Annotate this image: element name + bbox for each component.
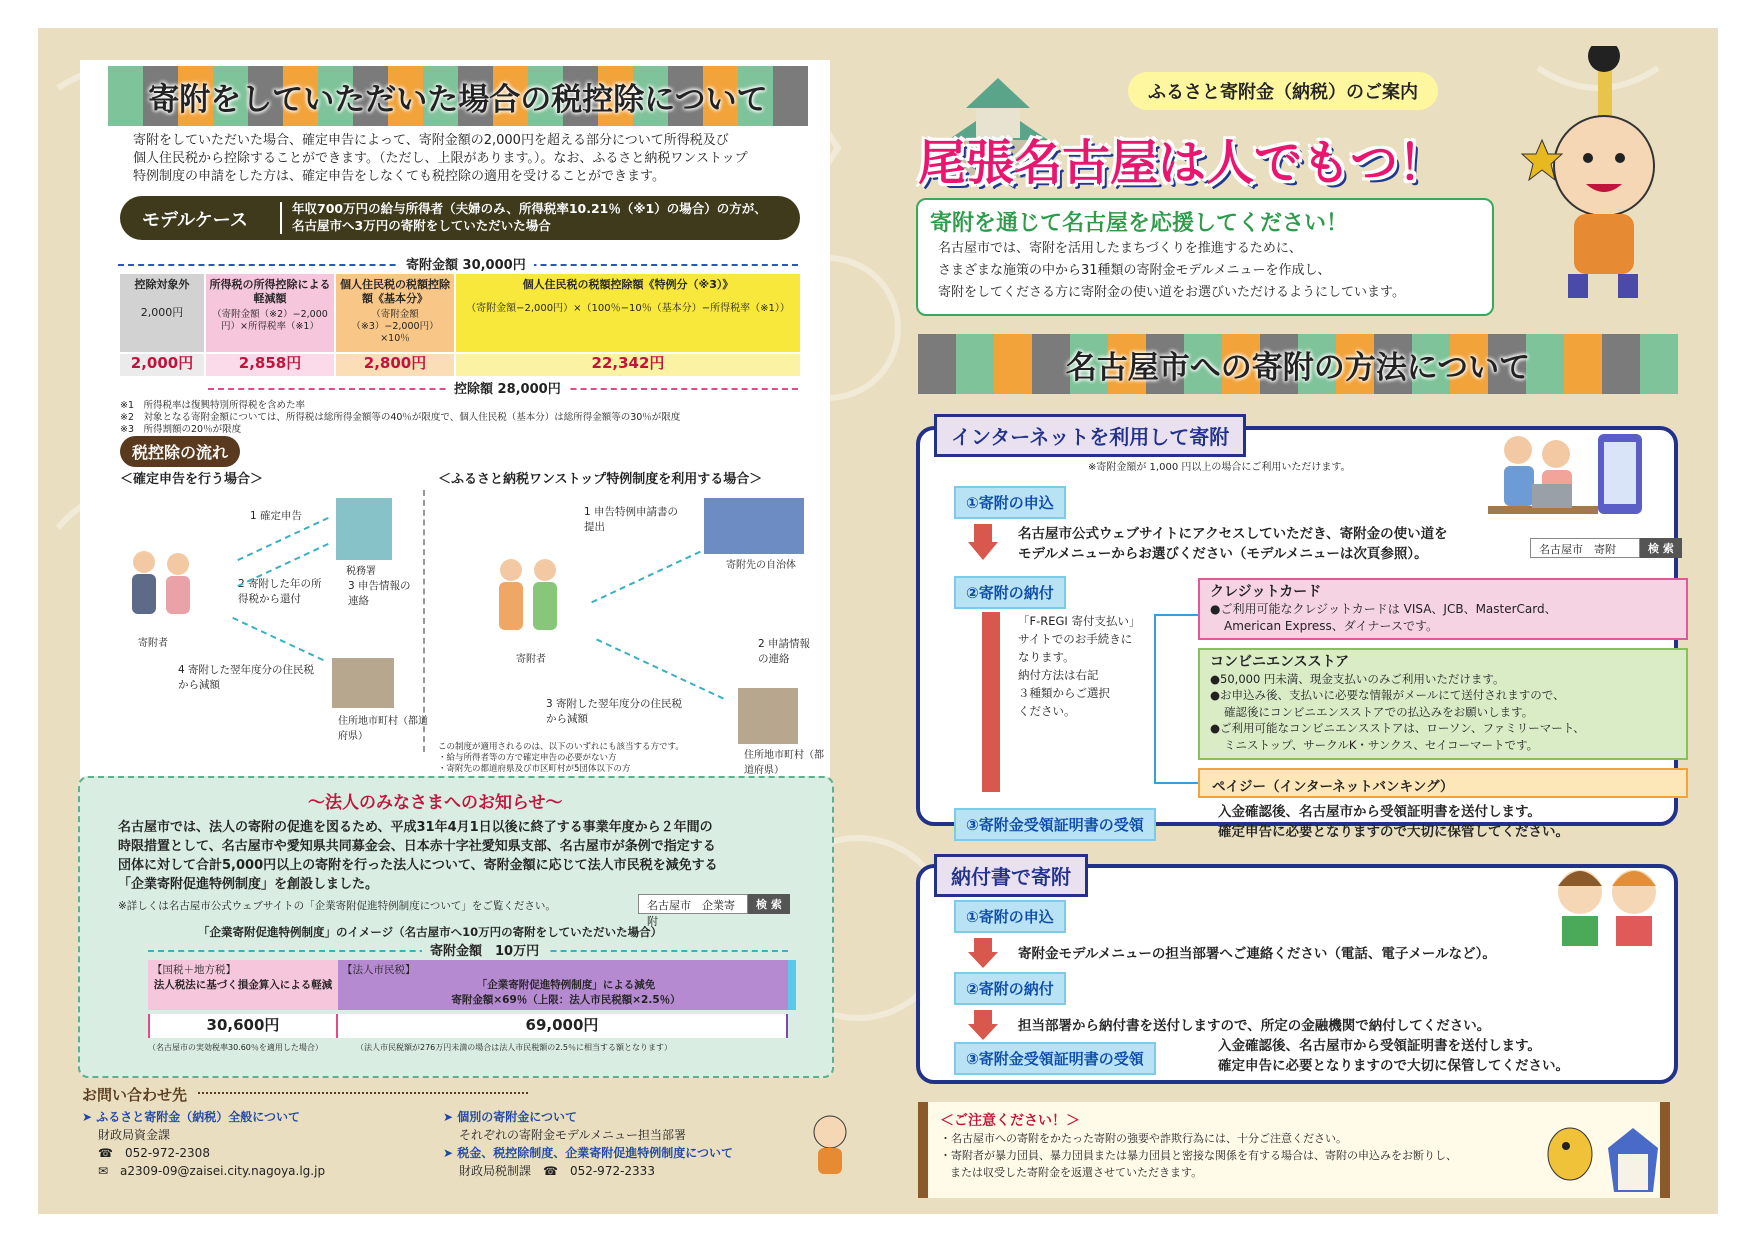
step-report-info: 3 申告情報の連絡: [348, 580, 411, 607]
step-line: 名古屋市公式ウェブサイトにアクセスしていただき、寄附金の使い道を: [1018, 526, 1448, 542]
step-resident-reduction: 4 寄附した翌年度分の住民税から減額: [178, 664, 315, 691]
internet-note: ※寄附金額が 1,000 円以上の場合にご利用いただけます。: [1088, 462, 1351, 473]
slip-step2-text: 担当部署から納付書を送付しますので、所定の金融機関で納付してください。: [1018, 1018, 1491, 1034]
deduction-total: 控除額 28,000円: [446, 378, 569, 397]
support-body: [938, 238, 1488, 304]
footnote: ※2 対象となる寄附金額については、所得税は総所得金額等の40％が限度で、個人住民税（基本分）は総所得金額等の30％が限度: [120, 412, 681, 423]
contact-topic: ➤ 個別の寄附金について: [443, 1110, 577, 1124]
cell-title: 所得税の所得控除による軽減額: [209, 278, 331, 305]
corp-line: 団体に対して合計5,000円以上の寄附を行った法人について、寄附金額に応じて法人市民税を減免する: [118, 858, 718, 873]
donor-label: 寄附者: [516, 654, 546, 665]
card-line: American Express、ダイナースです。: [1224, 619, 1438, 633]
step-line: モデルメニューからお選びください（モデルメニューは次頁参照）。: [1018, 546, 1428, 562]
internet-step2-text: [1018, 612, 1141, 720]
step-file-return: 1 確定申告: [250, 510, 303, 522]
corp-value-a: [148, 1014, 338, 1038]
corp-search-button[interactable]: 検 索: [748, 894, 790, 914]
segment-tag: 【法人市民税】: [342, 964, 416, 976]
model-case-label: モデルケース: [142, 210, 248, 231]
local-gov-icon: [704, 498, 804, 554]
credit-card-box: [1198, 578, 1688, 640]
model-line: 名古屋市へ3万円の寄附をしていただいた場合: [292, 218, 551, 233]
connector-line: [1154, 614, 1204, 784]
conv-line: ●50,000 円未満、現金支払いのみご利用いただけます。: [1210, 671, 1505, 686]
step-resident-reduction: 3 寄附した翌年度分の住民税から減額: [546, 698, 683, 725]
corp-remainder-bar: [788, 960, 796, 1010]
segment-text: 法人税法に基づく損金算入による軽減: [153, 979, 333, 991]
brochure-sheet: [38, 28, 1718, 1214]
slip-step3-text: [1218, 1036, 1569, 1076]
flow-left-title: ＜確定申告を行う場合＞: [120, 472, 264, 487]
internet-step2: ②寄附の納付: [954, 576, 1066, 609]
slip-step2: ②寄附の納付: [954, 972, 1066, 1005]
down-arrow-icon: [968, 938, 998, 972]
logo-slogan: 尾張名古屋は人でもつ！: [918, 135, 1447, 191]
flow-right-title: ＜ふるさと納税ワンストップ特例制度を利用する場合＞: [438, 472, 763, 487]
conv-line: ●ご利用可能なコンビニエンスストアは、ローソン、ファミリーマート、: [1210, 721, 1585, 735]
caution-lines: [940, 1130, 1500, 1181]
cell-body: （寄附金額（※3）−2,000円）×10％: [351, 309, 439, 344]
corp-notice-body: [118, 818, 818, 894]
value-income-tax: 2,858円: [206, 354, 334, 376]
intro-line: 特例制度の申請をした方は、確定申告をしなくても税控除の適用を受けることができます。: [133, 169, 665, 184]
step-line: 入金確認後、名古屋市から受領証明書を送付します。: [1218, 1038, 1541, 1054]
corp-notice-title: 〜法人のみなさまへのお知らせ〜: [308, 793, 563, 813]
donor-label: 寄附者: [138, 638, 168, 649]
corp-note-a: （名古屋市の実効税率30.60％を適用した場合）: [148, 1043, 323, 1052]
note-line: ・給与所得者等の方で確定申告の必要がない方: [438, 753, 617, 763]
cell-body: （寄附金額−2,000円）×（100％−10％（基本分）−所得税率（※1））: [466, 303, 790, 314]
footnotes: [120, 400, 810, 436]
cell-income-tax: [206, 274, 334, 352]
step-line: 確定申告に必要となりますので大切に保管してください。: [1218, 824, 1569, 840]
support-line: 名古屋市では、寄附を活用したまちづくりを推進するために、: [938, 241, 1302, 256]
method-header-bar: [918, 334, 1678, 394]
star-icon: [1520, 138, 1564, 186]
flow-right-notes: [438, 742, 738, 775]
internet-step3-text: [1218, 802, 1569, 842]
caution-line: ・寄附者が暴力団員、暴力団員または暴力団員と密接な関係を有する場合は、寄附の申込みをお断りし、: [940, 1149, 1457, 1162]
value-resident-basic: 2,800円: [336, 354, 454, 376]
city-office-icon: [738, 688, 798, 744]
card-title: クレジットカード: [1210, 584, 1322, 600]
tax-header-title: 寄附をしていただいた場合の税控除について: [148, 82, 768, 118]
down-arrow-icon: [968, 524, 998, 564]
tax-office-label: 税務署: [346, 566, 376, 577]
value-resident-special: 22,342円: [456, 354, 800, 376]
method-header-title: 名古屋市への寄附の方法について: [1065, 350, 1531, 386]
divider: [280, 202, 282, 234]
footnote: ※1 所得税率は復興特別所得税を含めた率: [120, 400, 306, 411]
value-text: 69,000円: [525, 1016, 599, 1034]
contact-phone[interactable]: ☎ 052-972-2308: [98, 1146, 210, 1160]
donation-amount: 寄附金額 30,000円: [398, 254, 534, 273]
family-writing-icon: [1548, 862, 1668, 956]
caution-line: ・名古屋市への寄附をかたった寄附の強要や詐欺行為には、十分ご注意ください。: [940, 1132, 1347, 1145]
note-line: ・寄附先の都道府県及び市区町村が5団体以下の方: [438, 764, 631, 774]
model-line: 年収700万円の給与所得者（夫婦のみ、所得税率10.21％（※1）の場合）の方が、: [292, 201, 767, 216]
contact-right: [443, 1108, 803, 1180]
step-line: 納付方法は右記: [1018, 668, 1099, 682]
contact-rule: [198, 1092, 528, 1094]
internet-step1: ①寄附の申込: [954, 486, 1066, 519]
cell-body: 2,000円: [140, 306, 184, 319]
contact-dept: それぞれの寄附金モデルメニュー担当部署: [459, 1128, 687, 1142]
conv-line: ミニストップ、サークルK・サンクス、セイコーマートです。: [1224, 737, 1539, 752]
tax-office-icon: [336, 498, 392, 560]
step-request-form: 1 申告特例申請書の提出: [584, 506, 679, 533]
convenience-store-box: [1198, 648, 1688, 760]
support-line: さまざまな施策の中から31種類の寄附金モデルメニューを作成し、: [938, 263, 1331, 278]
value-non-deductible: 2,000円: [120, 354, 204, 376]
donation-search-button[interactable]: 検 索: [1640, 538, 1682, 558]
segment-text: 「企業寄附促進特例制度」による減免: [476, 979, 656, 991]
tax-header-bar: [108, 66, 808, 126]
cell-title: 個人住民税の税額控除額《特例分（※3）》: [522, 278, 734, 291]
step-line: 入金確認後、名古屋市から受領証明書を送付します。: [1218, 804, 1541, 820]
support-line: 寄附をしてくださる方に寄附金の使い道をお選びいただけるようにしています。: [938, 285, 1405, 300]
slip-step1-text: 寄附金モデルメニューの担当部署へご連絡ください（電話、電子メールなど）。: [1018, 946, 1496, 962]
conv-line: 確認後にコンビニエンスストアでの払込みをお願いします。: [1224, 704, 1534, 719]
contact-topic: ➤ 税金、税控除制度、企業寄附促進特例制度について: [443, 1146, 733, 1160]
donation-search-input[interactable]: 名古屋市 寄附: [1530, 538, 1640, 558]
cell-title: 個人住民税の税額控除額《基本分》: [340, 278, 450, 305]
slip-step1: ①寄附の申込: [954, 900, 1066, 933]
cell-title: 控除対象外: [134, 278, 190, 291]
model-case-text: [292, 200, 767, 234]
internet-title: インターネットを利用して寄附: [934, 414, 1246, 457]
conv-title: コンビニエンスストア: [1210, 654, 1350, 670]
cell-non-deductible: [120, 274, 204, 352]
internet-step3: ③寄附金受領証明書の受領: [954, 808, 1156, 841]
shachihoko-mascot-icon: [1538, 1108, 1658, 1202]
city-office-label: 住所地市町村（都道府県）: [744, 750, 824, 776]
payeasy-box: ペイジー（インターネットバンキング）: [1198, 768, 1688, 798]
model-case-banner: [120, 196, 800, 240]
corp-segment-b: [338, 960, 794, 1010]
slip-step3: ③寄附金受領証明書の受領: [954, 1042, 1156, 1075]
corp-more-info: ※詳しくは名古屋市公式ウェブサイトの「企業寄附促進特例制度について」をご覧ください。: [118, 900, 556, 912]
tax-intro: [133, 132, 823, 186]
conv-line: ●お申込み後、支払いに必要な情報がメールにて送付されますので、: [1210, 688, 1565, 702]
cell-resident-special: [456, 274, 800, 352]
intro-line: 寄附をしていただいた場合、確定申告によって、寄附金額の2,000円を超える部分について所得税及び: [133, 133, 729, 148]
step-line: なります。: [1018, 650, 1075, 664]
step-line: ください。: [1018, 704, 1076, 718]
contact-phone[interactable]: 財政局税制課 ☎ 052-972-2333: [459, 1164, 655, 1178]
donation-search-box[interactable]: [1530, 538, 1682, 558]
step-line: 確定申告に必要となりますので大切に保管してください。: [1218, 1058, 1569, 1074]
step-line: ３種類からご選択: [1018, 686, 1110, 700]
intro-line: 個人住民税から控除することができます。（ただし、上限があります。）。なお、ふるさと納税ワンストップ: [133, 151, 748, 166]
corp-search-input[interactable]: 名古屋市 企業寄附: [638, 894, 748, 914]
value-text: 30,600円: [206, 1016, 280, 1034]
local-gov-label: 寄附先の自治体: [726, 560, 796, 571]
contact-title: お問い合わせ先: [82, 1086, 188, 1104]
note-line: この制度が適用されるのは、以下のいずれにも該当する方です。: [438, 742, 684, 752]
step2-arrow: [982, 612, 1000, 792]
corp-line: 名古屋市では、法人の寄附の促進を図るため、平成31年4月1日以後に終了する事業年度から２年間の: [118, 820, 713, 835]
corp-image-caption: 「企業寄附促進特例制度」のイメージ（名古屋市へ10万円の寄附をしていただいた場合）: [198, 925, 663, 939]
corp-amount: 寄附金額 10万円: [422, 940, 547, 959]
city-office-icon: [332, 658, 394, 708]
corp-value-b: [338, 1014, 788, 1038]
donor-couple-icon: [126, 550, 166, 630]
support-title: 寄附を通じて名古屋を応援してください！: [930, 211, 1349, 236]
caution-line: または収受した寄附金を返還させていただきます。: [950, 1166, 1203, 1179]
card-line: ●ご利用可能なクレジットカードは VISA、JCB、MasterCard、: [1210, 602, 1557, 616]
step-request-info: 2 申請情報の連絡: [758, 638, 811, 665]
internet-step1-text: [1018, 524, 1538, 564]
mascot-small-icon: [808, 1108, 852, 1182]
segment-tag: 【国税＋地方税】: [152, 964, 236, 976]
segment-formula: 寄附金額×69％（上限：法人市民税額×2.5％）: [451, 994, 681, 1006]
corp-line: 「企業寄附促進特例制度」を創設しました。: [118, 877, 379, 892]
caution-title: ＜ご注意ください！＞: [940, 1113, 1080, 1129]
donor-couple-icon: [493, 558, 533, 638]
corp-segment-a: [148, 960, 338, 1010]
slip-title: 納付書で寄附: [934, 854, 1088, 897]
contact-topic: ➤ ふるさと寄附金（納税）全般について: [82, 1110, 300, 1124]
flow-title: 税控除の流れ: [120, 436, 240, 467]
step-income-refund: 2 寄附した年の所得税から還付: [238, 578, 322, 605]
city-office-label: 住所地市町村（都道府県）: [338, 716, 428, 742]
footnote: ※3 所得割額の20％が限度: [120, 424, 242, 435]
contact-email[interactable]: ✉ a2309-09@zaisei.city.nagoya.lg.jp: [98, 1164, 326, 1178]
support-box: [916, 198, 1494, 316]
contact-dept: 財政局資金課: [98, 1128, 171, 1142]
guide-banner: ふるさと寄附金（納税）のご案内: [1128, 72, 1438, 110]
corp-search-box[interactable]: [638, 894, 790, 928]
cell-resident-basic: [336, 274, 454, 352]
cell-body: （寄附金額（※2）−2,000円）×所得税率（※1）: [212, 309, 328, 332]
step-line: サイトでのお手続きに: [1018, 632, 1133, 646]
corp-line: 時限措置として、名古屋市や愛知県共同募金会、日本赤十字社愛知県支部、名古屋市が条例で指定する: [118, 839, 716, 854]
contact-left: [82, 1108, 325, 1180]
step-line: 「F-REGI 寄付支払い」: [1018, 614, 1141, 628]
corp-note-b: （法人市民税額が276万円未満の場合は法人市民税額の2.5％に相当する額となります）: [356, 1043, 672, 1052]
down-arrow-icon: [968, 1010, 998, 1044]
